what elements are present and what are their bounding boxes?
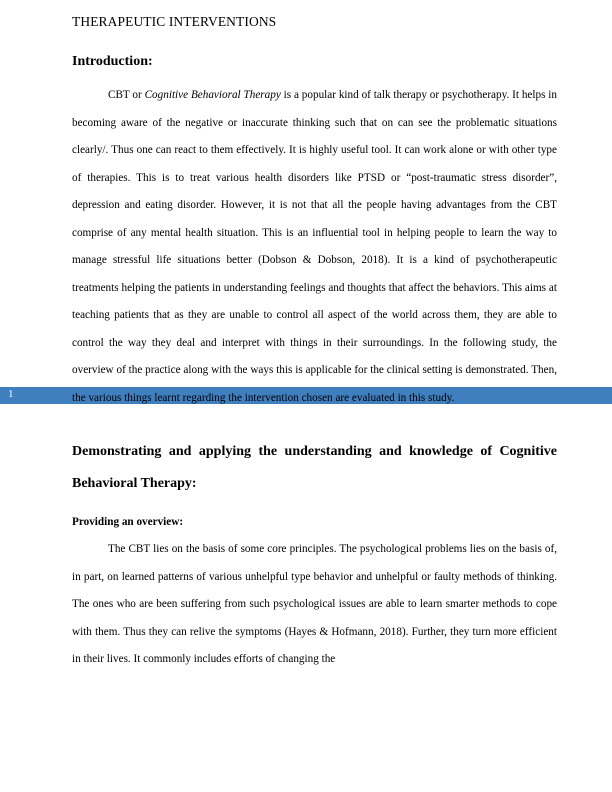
introduction-paragraph [72,82,557,412]
line-number: 1 [8,388,14,400]
intro-text-rest: is a popular kind of talk therapy or psychotherapy. It helps in becoming aware of the negative or inaccurate thinking such that on can see the problematic situations clearly/. Thus one can react to them effectively. It is highly useful tool. It can work alone or with other type of therapies. This is to treat various health disorders like PTSD or “post-traumatic stress disorder”, depression and eating disorder. However, it is not that all the people having advantages from the CBT comprise of any mental health situation. This is an influential tool in helping people to learn the way to manage stressful life situations better (Dobson & Dobson, 2018). It is a kind of psychotherapeutic treatments helping the patients in understanding feelings and thoughts that affect the behaviors. This aims at teaching patients that as they are unable to control all aspect of the world across them, they are able to control the way they deal and interpret with things in their surroundings. In the following study, the overview of the practice along with the ways this is applicable for the clinical setting is demonstrated. Then, the various things learnt regarding the intervention chosen are evaluated in this study. [72,89,558,404]
overview-paragraph: The CBT lies on the basis of some core principles. The psychological problems lies on the basis of, in part, on learned patterns of various unhelpful type behavior and unhelpful or faulty methods of thinking. The ones who are been suffering from such psychological issues are able to learn smarter methods to cope with them. Thus they can relive the symptoms (Hayes & Hofmann, 2018). Further, they turn more efficient in their lives. It commonly includes efforts of changing the [72,543,557,665]
section-subheading: Providing an overview: [72,516,184,528]
document-body [72,50,557,674]
section-heading: Demonstrating and applying the understanding and knowledge of Cognitive Behavioral Therapy: [72,444,557,491]
introduction-heading: Introduction: [72,54,153,69]
intro-italic-term: Cognitive Behavioral Therapy [144,89,281,101]
intro-text-start: CBT or [108,89,145,101]
running-head: THERAPEUTIC INTERVENTIONS [72,14,277,29]
